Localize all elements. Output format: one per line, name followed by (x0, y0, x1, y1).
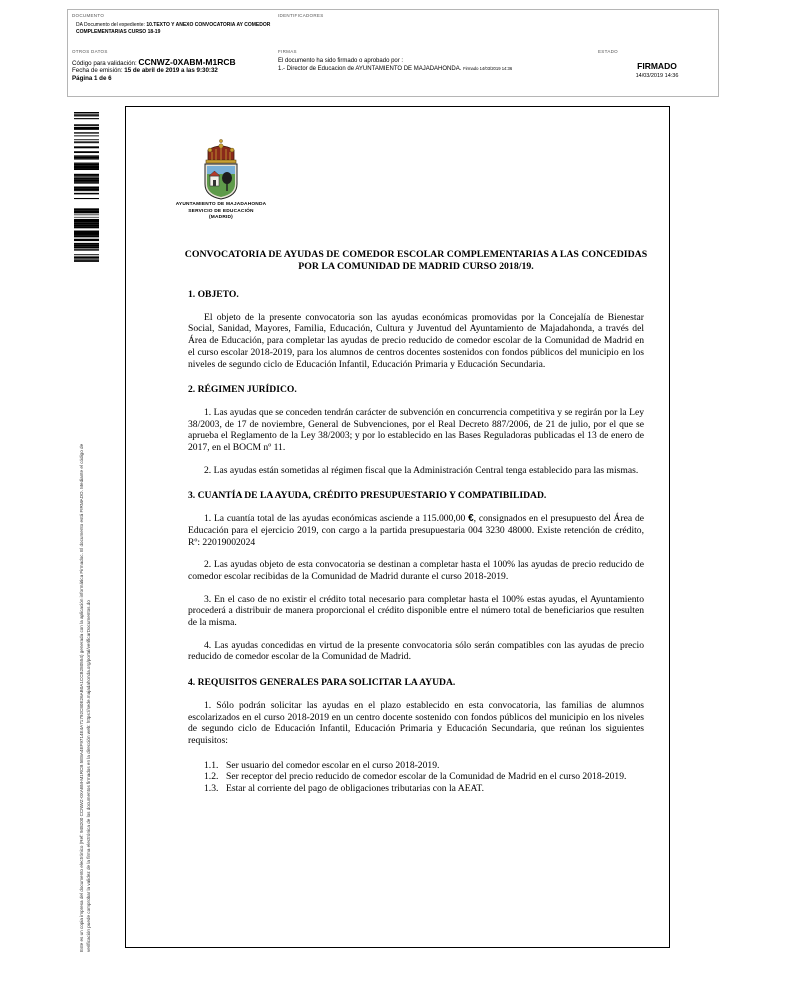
s3-p1-part-a: 1. La cuantía total de las ayudas económicas asciende a 115.000,00 (204, 513, 469, 525)
list-item (204, 783, 644, 795)
barcode-bar (74, 222, 99, 223)
barcode-bar (74, 129, 99, 130)
list-item (204, 771, 644, 783)
barcode-bar (74, 127, 99, 129)
barcode-bar (74, 141, 99, 142)
document-header (67, 9, 719, 97)
status-value: FIRMADO (637, 61, 677, 71)
requirements-list (188, 760, 644, 795)
barcode-bar (74, 132, 99, 133)
barcode-bar (74, 124, 99, 126)
barcode-bar (74, 198, 99, 199)
barcode-bar (74, 174, 99, 176)
status-date: 14/03/2019 14:36 (635, 73, 679, 79)
section-3-paragraph-2: 2. Las ayudas objeto de esta convocatoria se destinan a completar hasta el 100% las ayudas de precio reducido de comedor escolar recibidas de la Comunidad de Madrid durante el curso 2018-2019. (188, 559, 644, 582)
barcode-bar (74, 151, 99, 153)
barcode-bar (74, 164, 99, 166)
signatures-line1: El documento ha sido firmado o aprobado por : (278, 58, 404, 64)
validation-prefix: Código para validación: (72, 60, 139, 67)
section-3-heading: 3. CUANTÍA DE LA AYUDA, CRÉDITO PRESUPUESTARIO Y COMPATIBILIDAD. (188, 490, 547, 502)
barcode-bar (74, 179, 99, 180)
barcode-bar (74, 219, 99, 221)
barcode-bar (74, 146, 99, 148)
validation-code[interactable]: CCNWZ-0XABM-M1RCB (138, 57, 236, 67)
barcode-bar (74, 139, 99, 140)
barcode-bar (74, 168, 99, 170)
spacer (188, 583, 644, 594)
barcode-bar (74, 227, 99, 228)
emission-date: 15 de abril de 2019 a las 9:30:32 (124, 67, 218, 75)
section-4-heading: 4. REQUISITOS GENERALES PARA SOLICITAR LA AYUDA. (188, 677, 456, 689)
barcode-bar (74, 183, 99, 184)
list-item-number: 1.2. (204, 771, 219, 783)
barcode-bar (74, 225, 99, 227)
barcode-bar (74, 245, 99, 247)
barcode-bar (74, 180, 99, 181)
barcode-bar (74, 190, 99, 191)
barcode-bar (74, 232, 99, 234)
section-1-heading: 1. OBJETO. (188, 289, 239, 300)
section-3-paragraph-3: 3. En el caso de no existir el crédito total necesario para completar hasta el 100% estas ayudas, el Ayuntamiento procederá a distribuir de manera proporcional el crédito disponible entre el número total de beneficiarios que resulten de la misma. (188, 593, 644, 629)
barcode-bar (74, 166, 99, 168)
barcode-bar (74, 243, 99, 245)
barcode-bar (74, 211, 99, 213)
coat-of-arms-icon (196, 138, 246, 200)
barcode-bar (74, 208, 99, 209)
barcode-bar (74, 214, 99, 215)
barcode-bar (74, 186, 99, 188)
barcode-bar (74, 177, 99, 179)
document-description (76, 22, 271, 36)
document-title: 10.TEXTO Y ANEXO CONVOCATORIA AY COMEDOR COMPLEMENTARIAS CURSO 18-19 (76, 22, 271, 35)
barcode-bar (74, 114, 99, 115)
signatures-line2-date: Firmado 14/03/2019 14:36 (463, 66, 513, 72)
logo-line1: AYUNTAMIENTO DE MAJADAHONDA (175, 202, 267, 207)
spacer (188, 747, 644, 760)
other-data-text (72, 59, 272, 82)
list-item-text: Ser usuario del comedor escolar en el curso 2018-2019. (226, 759, 440, 771)
side-note-line2: verificación puede comprobar la validez de la firma electrónica de los documentos firmados en la dirección web: https://sede.majadahonda.org/portal/verificarDocumentos.do (85, 600, 91, 952)
barcode-bar (74, 236, 99, 238)
logo-caption (163, 202, 279, 222)
list-item (204, 760, 644, 772)
barcode-icon (74, 112, 99, 262)
status-label: ESTADO (598, 49, 618, 54)
barcode-bar (74, 181, 99, 183)
barcode-bar (74, 231, 99, 233)
barcode-bar (74, 209, 99, 210)
barcode-bar (74, 210, 99, 211)
list-item-text: Estar al corriente del pago de obligaciones tributarias con la AEAT. (226, 783, 484, 795)
spacer (188, 548, 644, 559)
barcode-bar (74, 246, 99, 248)
section-2-heading: 2. RÉGIMEN JURÍDICO. (188, 384, 297, 396)
logo-line3: (MADRID) (209, 215, 233, 221)
barcode-bar (74, 221, 99, 223)
identifiers-label: IDENTIFICADORES (278, 13, 324, 18)
section-2-paragraph-2: 2. Las ayudas están sometidas al régimen fiscal que la Administración Central tenga establecido para las mismas. (204, 464, 639, 476)
logo-line2: SERVICIO DE EDUCACIÓN (188, 208, 254, 214)
section-4-paragraph-1: 1. Sólo podrán solicitar las ayudas en el plazo establecido en esta convocatoria, las familias de alumnos escolarizados en el curso 2018-2019 en un centro docente sostenido con fondos públicos del municipio en los niveles de segundo ciclo de Educación Infantil, Educación Primaria y Educación Secundaria, que reúnan los siguientes requisitos: (188, 699, 644, 746)
barcode-bar (74, 155, 99, 156)
s3-p1-part-b: , consignados en el presupuesto del Área de Educación para el ejercicio 2019, con cargo a la partida presupuestaria 004 3230 48000. Existe retención de crédito, Rº: 22019002024 (188, 513, 645, 548)
section-3-paragraph-4: 4. Las ayudas concedidas en virtud de la presente convocatoria sólo serán compatibles con las ayudas de precio reducido de comedor escolar de la Comunidad de Madrid. (188, 639, 644, 663)
barcode-bar (74, 112, 99, 113)
barcode-bar (74, 223, 99, 225)
side-note-line1: Este es un copia impresa del documento electrónico (Ref: 948200 CCNWZ-0XABM-M1RCB 5E8A4EF9714E4A71792C80E26AB0A1CCB280554) generada con la aplicación informática Firmadoc. El documento está FIRMADO. Mediante el código de (79, 443, 84, 952)
section-1-paragraph: El objeto de la presente convocatoria son las ayudas económicas promovidas por la Concejalía de Bienestar Social, Sanidad, Mayores, Familia, Educación, Cultura y Juventud del Ayuntamiento de Majadahonda, a través del Área de Educación, para completar las ayudas de precio reducido de comedor escolar de la Comunidad de Madrid en el curso escolar 2018-2019, para los alumnos de centros docentes sostenidos con fondos públicos del municipio en los niveles de segundo ciclo de Educación Infantil, Educación Primaria y Educación Secundaria. (188, 311, 644, 370)
document-label: DOCUMENTO (72, 13, 105, 18)
barcode-bar (74, 234, 99, 236)
signatures-cell (274, 46, 594, 98)
other-data-cell (68, 46, 274, 98)
emission-prefix: Fecha de emisión: (72, 67, 125, 75)
other-data-label: OTROS DATOS (72, 49, 108, 54)
list-item-text: Ser receptor del precio reducido de comedor escolar de la Comunidad de Madrid en el curso 2018-2019. (226, 771, 627, 783)
identifiers-cell (274, 10, 720, 46)
list-item-number: 1.3. (204, 783, 219, 795)
signatures-text (278, 58, 592, 73)
barcode-bar (74, 163, 99, 164)
barcode-bar (74, 249, 99, 250)
barcode-bar (74, 118, 99, 119)
barcode-bar (74, 176, 99, 177)
signatures-label: FIRMAS (278, 49, 297, 54)
document-prefix: DA Documento del expediente: (76, 22, 147, 28)
list-item-number: 1.1. (204, 759, 219, 771)
document-body (184, 249, 648, 795)
spacer (188, 454, 644, 465)
barcode-bar (74, 217, 99, 218)
document-main-title: CONVOCATORIA DE AYUDAS DE COMEDOR ESCOLAR COMPLEMENTARIAS A LAS CONCEDIDAS POR LA COMUNIDAD DE MADRID CURSO 2018/19. (184, 249, 648, 272)
spacer (188, 629, 644, 640)
barcode-bar (74, 188, 99, 190)
document-cell (68, 10, 274, 46)
barcode-bar (74, 193, 99, 195)
barcode-bar (74, 239, 99, 241)
barcode-bar (74, 142, 99, 143)
barcode-bar (74, 135, 99, 136)
section-3-paragraph-1 (188, 513, 644, 548)
status-cell (594, 46, 720, 98)
signatures-line2: 1.- Director de Educacion de AYUNTAMIENTO DE MAJADAHONDA. (278, 66, 462, 73)
barcode-bar (74, 157, 99, 158)
barcode-bar (74, 116, 99, 117)
verification-side-note (79, 252, 92, 952)
page-info: Página 1 de 6 (72, 74, 112, 82)
euro-symbol: € (468, 513, 474, 525)
barcode-bar (74, 158, 99, 159)
section-2-paragraph-1: 1. Las ayudas que se conceden tendrán carácter de subvención en concurrencia competitiva y se regirán por la Ley 38/2003, de 17 de noviembre, General de Subvenciones, por el Real Decreto 887/2006, de 21 de julio, por el que se aprueba el Reglamento de la Ley 38/2003; y por lo establecido en las Bases Reguladoras publicadas el 13 de enero de 2017, en el BOCM nº 11. (188, 406, 644, 454)
